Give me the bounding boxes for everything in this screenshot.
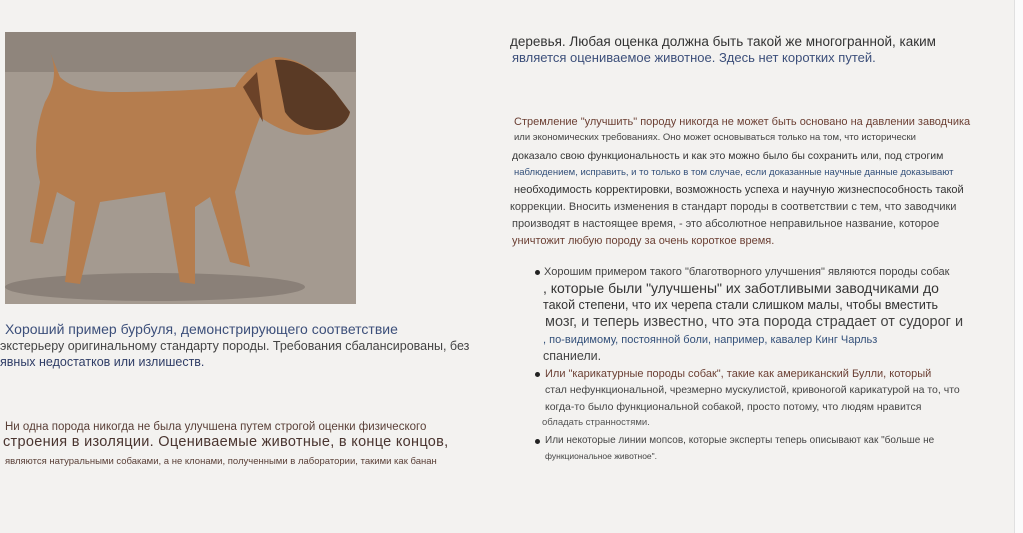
bullet-icon (535, 270, 540, 275)
paragraph-line: являются натуральными собаками, а не клонами, полученными в лаборатории, такими как банан (5, 456, 437, 467)
caption-line: Хороший пример бурбуля, демонстрирующего соответствие (5, 321, 398, 337)
paragraph-line: доказало свою функциональность и как это можно было бы сохранить или, под строгим (512, 150, 944, 162)
paragraph-line: необходимость корректировки, возможность успеха и научную жизнеспособность такой (514, 184, 964, 196)
list-item-line: обладать странностями. (542, 417, 650, 428)
list-item-line: , которые были "улучшены" их заботливыми заводчиками до (543, 280, 939, 296)
paragraph-line: Стремление "улучшить" породу никогда не может быть основано на давлении заводчика (514, 116, 971, 128)
paragraph-line: производят в настоящее время, - это абсолютное неправильное название, которое (512, 218, 940, 230)
dog-photo (5, 32, 356, 304)
paragraph-line: или экономических требованиях. Оно может основываться только на том, что исторически (514, 132, 916, 143)
bullet-icon (535, 372, 540, 377)
list-item-line: функциональное животное". (545, 451, 658, 461)
list-item-line: когда-то было функциональной собакой, просто потому, что людям нравится (545, 401, 922, 413)
paragraph-line: наблюдением, исправить, и то только в том случае, если доказанные научные данные доказывают (514, 167, 954, 178)
bullet-icon (535, 439, 540, 444)
paragraph-line: коррекции. Вносить изменения в стандарт породы в соответствии с тем, что заводчики (510, 201, 957, 213)
caption-line: явных недостатков или излишеств. (0, 355, 205, 369)
list-item-line: Или "карикатурные породы собак", такие как американский Булли, который (545, 368, 932, 380)
list-item-line: Хорошим примером такого "благотворного улучшения" являются породы собак (544, 266, 950, 278)
list-item-line: такой степени, что их черепа стали слишком малы, чтобы вместить (543, 298, 939, 312)
paragraph-line: Ни одна порода никогда не была улучшена путем строгой оценки физического (5, 421, 427, 433)
list-item-line: мозг, и теперь известно, что эта порода страдает от судорог и (545, 314, 964, 330)
paragraph-line: деревья. Любая оценка должна быть такой же многогранной, каким (510, 34, 936, 49)
list-item-line: , по-видимому, постоянной боли, например, кавалер Кинг Чарльз (543, 334, 878, 346)
list-item-line: спаниели. (543, 349, 602, 363)
paragraph-line: строения в изоляции. Оцениваемые животные, в конце концов, (3, 434, 449, 450)
list-item-line: Или некоторые линии мопсов, которые эксперты теперь описывают как "больше не (545, 435, 935, 446)
list-item-line: стал нефункциональной, чрезмерно мускулистой, кривоногой карикатурой на то, что (545, 384, 960, 396)
caption-line: экстерьеру оригинальному стандарту породы. Требования сбалансированы, без (0, 339, 470, 353)
paragraph-line: является оцениваемое животное. Здесь нет коротких путей. (512, 50, 876, 65)
paragraph-line: уничтожит любую породу за очень короткое время. (512, 235, 775, 247)
page-edge (1014, 0, 1023, 533)
